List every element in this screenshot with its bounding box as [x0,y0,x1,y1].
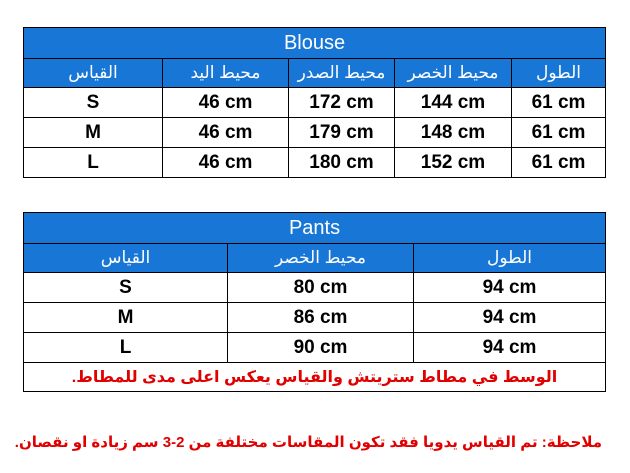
blouse-size-table [23,27,606,178]
size-cell: M [24,118,163,148]
header-chest: محيط الصدر [289,59,395,88]
header-waist: محيط الخصر [228,244,414,273]
length-cell: 61 cm [512,118,606,148]
table-row [24,333,606,363]
length-cell: 94 cm [414,303,606,333]
size-cell: S [24,273,228,303]
table-row [24,148,606,178]
chest-cell: 179 cm [289,118,395,148]
size-cell: S [24,88,163,118]
length-cell: 94 cm [414,333,606,363]
waist-cell: 90 cm [228,333,414,363]
pants-table-title: Pants [24,213,606,244]
chest-cell: 180 cm [289,148,395,178]
sleeve-cell: 46 cm [163,118,289,148]
blouse-header-row [24,59,606,88]
table-row [24,273,606,303]
length-cell: 61 cm [512,148,606,178]
length-cell: 94 cm [414,273,606,303]
header-length: الطول [414,244,606,273]
chest-cell: 172 cm [289,88,395,118]
size-cell: M [24,303,228,333]
header-waist: محيط الخصر [395,59,512,88]
waist-cell: 80 cm [228,273,414,303]
pants-elastic-note: الوسط في مطاط ستريتش والقياس يعكس اعلى مدى للمطاط. [24,363,606,392]
pants-header-row [24,244,606,273]
size-cell: L [24,333,228,363]
sleeve-cell: 46 cm [163,88,289,118]
header-size: القياس [24,244,228,273]
table-row [24,88,606,118]
sleeve-cell: 46 cm [163,148,289,178]
blouse-table-title: Blouse [24,28,606,59]
header-sleeve: محيط اليد [163,59,289,88]
waist-cell: 144 cm [395,88,512,118]
measurement-disclaimer: ملاحظة: تم القياس يدويا فقد تكون المقاسات مختلفة من 2-3 سم زيادة او نقصان. [14,434,602,451]
table-row [24,118,606,148]
length-cell: 61 cm [512,88,606,118]
size-cell: L [24,148,163,178]
waist-cell: 86 cm [228,303,414,333]
waist-cell: 148 cm [395,118,512,148]
pants-size-table [23,212,606,392]
table-row [24,303,606,333]
waist-cell: 152 cm [395,148,512,178]
header-length: الطول [512,59,606,88]
header-size: القياس [24,59,163,88]
